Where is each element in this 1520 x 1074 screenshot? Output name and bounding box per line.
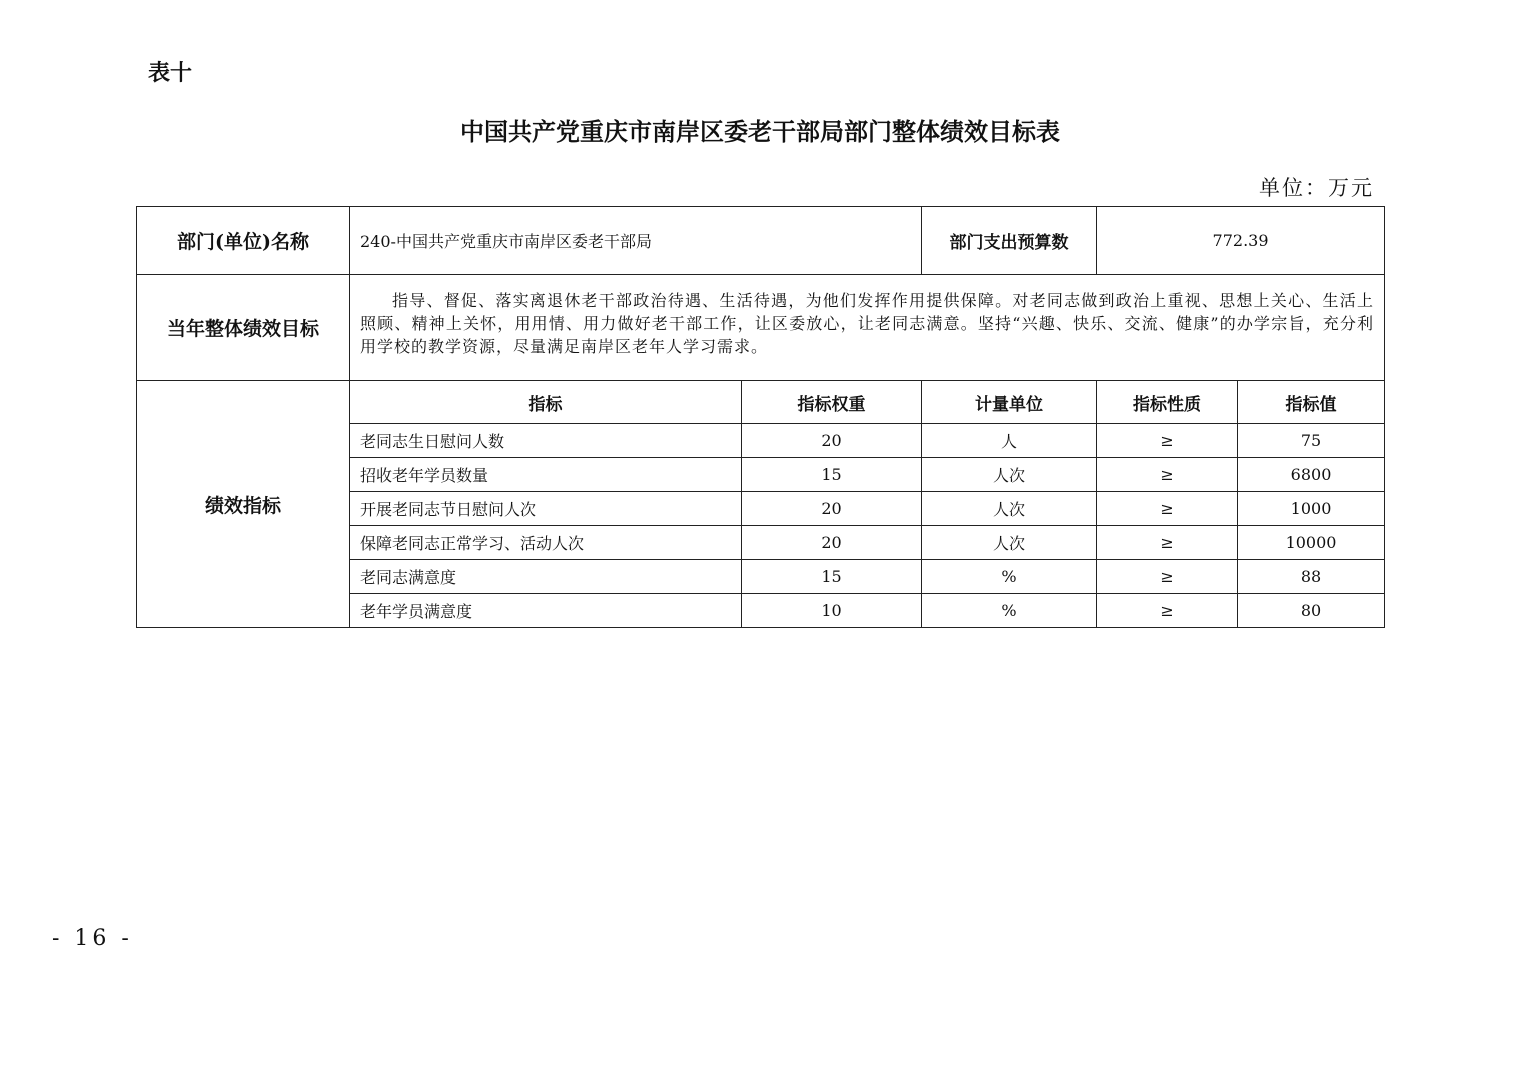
goal-label: 当年整体绩效目标: [137, 275, 350, 381]
indicator-nature: ≥: [1097, 492, 1238, 526]
col-header-weight: 指标权重: [742, 381, 922, 424]
indicator-nature: ≥: [1097, 560, 1238, 594]
indicator-unit: %: [922, 560, 1097, 594]
indicator-weight: 10: [742, 594, 922, 628]
indicator-header-row: [137, 381, 1385, 424]
goal-text: 指导、督促、落实离退休老干部政治待遇、生活待遇，为他们发挥作用提供保障。对老同志做到政治上重视、思想上关心、生活上照顾、精神上关怀，用用情、用力做好老干部工作，让区委放心，让老同志满意。坚持“兴趣、快乐、交流、健康”的办学宗旨，充分利用学校的教学资源，尽量满足南岸区老年人学习需求。: [350, 275, 1385, 381]
indicator-name: 老同志满意度: [350, 560, 742, 594]
budget-label: 部门支出预算数: [922, 207, 1097, 275]
indicator-nature: ≥: [1097, 526, 1238, 560]
indicator-value: 75: [1238, 424, 1385, 458]
dept-name-label: 部门(单位)名称: [137, 207, 350, 275]
indicator-unit: 人次: [922, 526, 1097, 560]
indicator-unit: %: [922, 594, 1097, 628]
indicator-weight: 15: [742, 458, 922, 492]
col-header-unit: 计量单位: [922, 381, 1097, 424]
goal-row: [137, 275, 1385, 381]
indicator-name: 保障老同志正常学习、活动人次: [350, 526, 742, 560]
indicator-weight: 20: [742, 424, 922, 458]
indicator-name: 老年学员满意度: [350, 594, 742, 628]
indicator-weight: 15: [742, 560, 922, 594]
indicator-value: 88: [1238, 560, 1385, 594]
indicators-label: 绩效指标: [137, 381, 350, 628]
indicator-nature: ≥: [1097, 594, 1238, 628]
col-header-value: 指标值: [1238, 381, 1385, 424]
dept-name-row: [137, 207, 1385, 275]
indicator-unit: 人次: [922, 492, 1097, 526]
performance-target-table: [136, 206, 1385, 628]
table-label: 表十: [148, 60, 193, 86]
col-header-nature: 指标性质: [1097, 381, 1238, 424]
indicator-name: 老同志生日慰问人数: [350, 424, 742, 458]
dept-name-value: 240-中国共产党重庆市南岸区委老干部局: [350, 207, 922, 275]
document-title: 中国共产党重庆市南岸区委老干部局部门整体绩效目标表: [460, 117, 1060, 146]
indicator-unit: 人: [922, 424, 1097, 458]
indicator-name: 开展老同志节日慰问人次: [350, 492, 742, 526]
indicator-nature: ≥: [1097, 424, 1238, 458]
indicator-weight: 20: [742, 492, 922, 526]
indicator-value: 6800: [1238, 458, 1385, 492]
indicator-value: 80: [1238, 594, 1385, 628]
indicator-value: 10000: [1238, 526, 1385, 560]
budget-value: 772.39: [1097, 207, 1385, 275]
page-number: - 16 -: [52, 926, 133, 951]
unit-label: 单位：万元: [1259, 176, 1374, 200]
indicator-name: 招收老年学员数量: [350, 458, 742, 492]
col-header-indicator: 指标: [350, 381, 742, 424]
indicator-value: 1000: [1238, 492, 1385, 526]
indicator-nature: ≥: [1097, 458, 1238, 492]
indicator-weight: 20: [742, 526, 922, 560]
indicator-unit: 人次: [922, 458, 1097, 492]
